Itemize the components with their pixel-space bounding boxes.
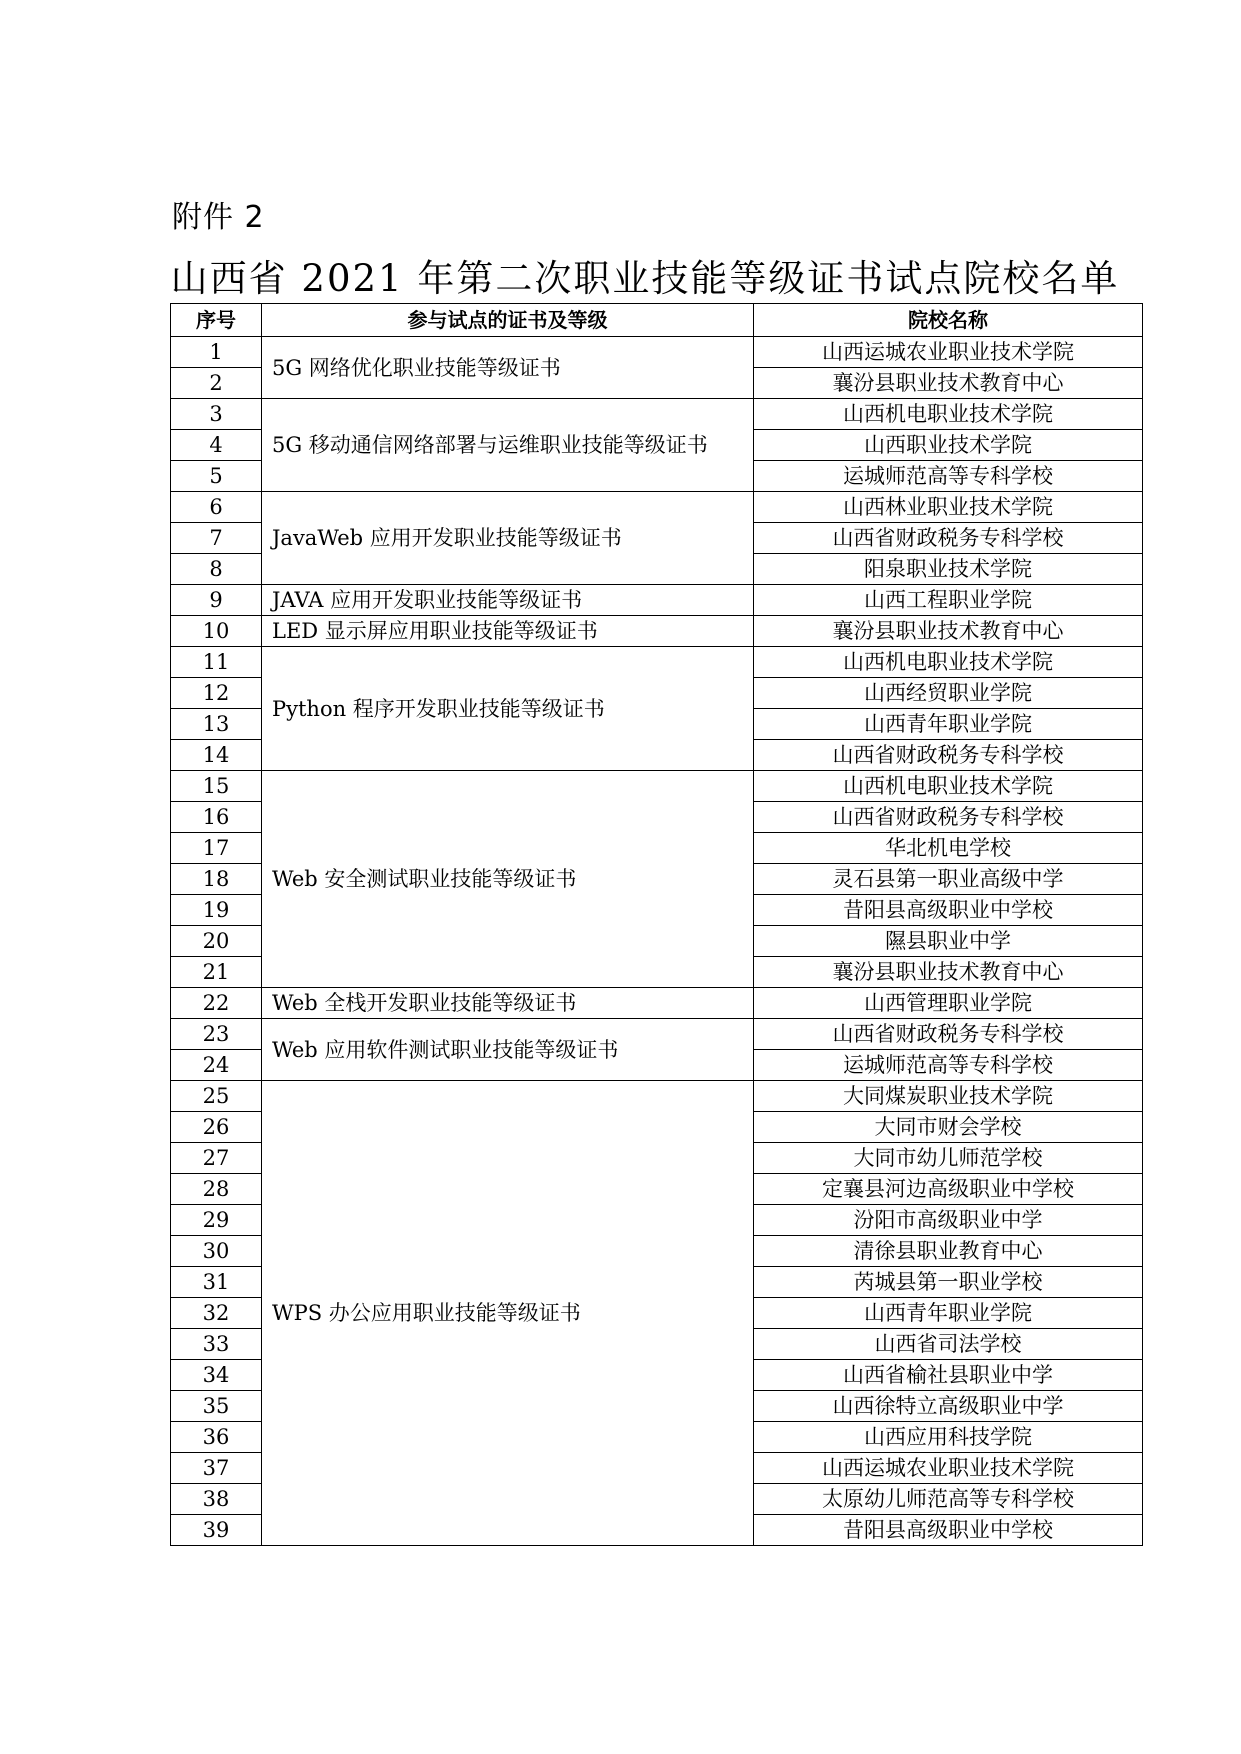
table-row [171, 647, 1143, 678]
school-name: 山西省财政税务专科学校 [754, 802, 1143, 833]
school-name: 昔阳县高级职业中学校 [754, 1515, 1143, 1546]
school-name: 华北机电学校 [754, 833, 1143, 864]
row-index: 10 [171, 616, 262, 647]
table-row [171, 771, 1143, 802]
row-index: 24 [171, 1050, 262, 1081]
school-name: 山西青年职业学院 [754, 709, 1143, 740]
row-index: 35 [171, 1391, 262, 1422]
certificate-name: Web 应用软件测试职业技能等级证书 [262, 1019, 754, 1081]
table-row [171, 1081, 1143, 1112]
school-name: 汾阳市高级职业中学 [754, 1205, 1143, 1236]
school-name: 大同市幼儿师范学校 [754, 1143, 1143, 1174]
school-name: 阳泉职业技术学院 [754, 554, 1143, 585]
school-name: 大同市财会学校 [754, 1112, 1143, 1143]
row-index: 29 [171, 1205, 262, 1236]
table-header-row [171, 304, 1143, 337]
school-name: 运城师范高等专科学校 [754, 461, 1143, 492]
school-name: 山西职业技术学院 [754, 430, 1143, 461]
school-name: 山西工程职业学院 [754, 585, 1143, 616]
header-school: 院校名称 [754, 304, 1143, 337]
school-name: 隰县职业中学 [754, 926, 1143, 957]
school-name: 山西省财政税务专科学校 [754, 523, 1143, 554]
school-name: 山西运城农业职业技术学院 [754, 337, 1143, 368]
school-name: 山西机电职业技术学院 [754, 399, 1143, 430]
attachment-label: 附件 2 [172, 200, 265, 235]
school-name: 山西管理职业学院 [754, 988, 1143, 1019]
table-row [171, 988, 1143, 1019]
school-name: 襄汾县职业技术教育中心 [754, 616, 1143, 647]
table-row [171, 616, 1143, 647]
school-name: 山西青年职业学院 [754, 1298, 1143, 1329]
row-index: 6 [171, 492, 262, 523]
row-index: 37 [171, 1453, 262, 1484]
row-index: 17 [171, 833, 262, 864]
school-name: 襄汾县职业技术教育中心 [754, 957, 1143, 988]
row-index: 39 [171, 1515, 262, 1546]
school-name: 运城师范高等专科学校 [754, 1050, 1143, 1081]
school-name: 襄汾县职业技术教育中心 [754, 368, 1143, 399]
row-index: 3 [171, 399, 262, 430]
row-index: 4 [171, 430, 262, 461]
row-index: 13 [171, 709, 262, 740]
table-body [171, 337, 1143, 1546]
school-name: 清徐县职业教育中心 [754, 1236, 1143, 1267]
row-index: 18 [171, 864, 262, 895]
certificate-name: Python 程序开发职业技能等级证书 [262, 647, 754, 771]
row-index: 5 [171, 461, 262, 492]
row-index: 1 [171, 337, 262, 368]
row-index: 9 [171, 585, 262, 616]
row-index: 20 [171, 926, 262, 957]
school-name: 山西省财政税务专科学校 [754, 1019, 1143, 1050]
certificate-name: JAVA 应用开发职业技能等级证书 [262, 585, 754, 616]
school-name: 芮城县第一职业学校 [754, 1267, 1143, 1298]
table-row [171, 585, 1143, 616]
school-name: 太原幼儿师范高等专科学校 [754, 1484, 1143, 1515]
row-index: 32 [171, 1298, 262, 1329]
school-name: 灵石县第一职业高级中学 [754, 864, 1143, 895]
page-title: 山西省 2021 年第二次职业技能等级证书试点院校名单 [170, 257, 1120, 300]
row-index: 33 [171, 1329, 262, 1360]
header-certificate: 参与试点的证书及等级 [262, 304, 754, 337]
row-index: 15 [171, 771, 262, 802]
row-index: 21 [171, 957, 262, 988]
school-name: 昔阳县高级职业中学校 [754, 895, 1143, 926]
school-name: 山西机电职业技术学院 [754, 771, 1143, 802]
row-index: 19 [171, 895, 262, 926]
certificate-name: 5G 移动通信网络部署与运维职业技能等级证书 [262, 399, 754, 492]
pilot-schools-table [170, 303, 1143, 1546]
row-index: 26 [171, 1112, 262, 1143]
certificate-name: LED 显示屏应用职业技能等级证书 [262, 616, 754, 647]
row-index: 23 [171, 1019, 262, 1050]
certificate-name: JavaWeb 应用开发职业技能等级证书 [262, 492, 754, 585]
row-index: 11 [171, 647, 262, 678]
row-index: 8 [171, 554, 262, 585]
row-index: 36 [171, 1422, 262, 1453]
row-index: 12 [171, 678, 262, 709]
table-row [171, 1019, 1143, 1050]
school-name: 山西徐特立高级职业中学 [754, 1391, 1143, 1422]
row-index: 16 [171, 802, 262, 833]
row-index: 27 [171, 1143, 262, 1174]
certificate-name: WPS 办公应用职业技能等级证书 [262, 1081, 754, 1546]
school-name: 大同煤炭职业技术学院 [754, 1081, 1143, 1112]
certificate-name: 5G 网络优化职业技能等级证书 [262, 337, 754, 399]
school-name: 山西林业职业技术学院 [754, 492, 1143, 523]
row-index: 34 [171, 1360, 262, 1391]
row-index: 2 [171, 368, 262, 399]
row-index: 25 [171, 1081, 262, 1112]
school-name: 定襄县河边高级职业中学校 [754, 1174, 1143, 1205]
table-row [171, 399, 1143, 430]
table-row [171, 492, 1143, 523]
school-name: 山西机电职业技术学院 [754, 647, 1143, 678]
certificate-name: Web 安全测试职业技能等级证书 [262, 771, 754, 988]
row-index: 7 [171, 523, 262, 554]
school-name: 山西省榆社县职业中学 [754, 1360, 1143, 1391]
row-index: 30 [171, 1236, 262, 1267]
school-name: 山西经贸职业学院 [754, 678, 1143, 709]
school-name: 山西应用科技学院 [754, 1422, 1143, 1453]
row-index: 28 [171, 1174, 262, 1205]
header-index: 序号 [171, 304, 262, 337]
school-name: 山西运城农业职业技术学院 [754, 1453, 1143, 1484]
certificate-name: Web 全栈开发职业技能等级证书 [262, 988, 754, 1019]
table-row [171, 337, 1143, 368]
row-index: 14 [171, 740, 262, 771]
school-name: 山西省财政税务专科学校 [754, 740, 1143, 771]
row-index: 22 [171, 988, 262, 1019]
school-name: 山西省司法学校 [754, 1329, 1143, 1360]
row-index: 31 [171, 1267, 262, 1298]
row-index: 38 [171, 1484, 262, 1515]
